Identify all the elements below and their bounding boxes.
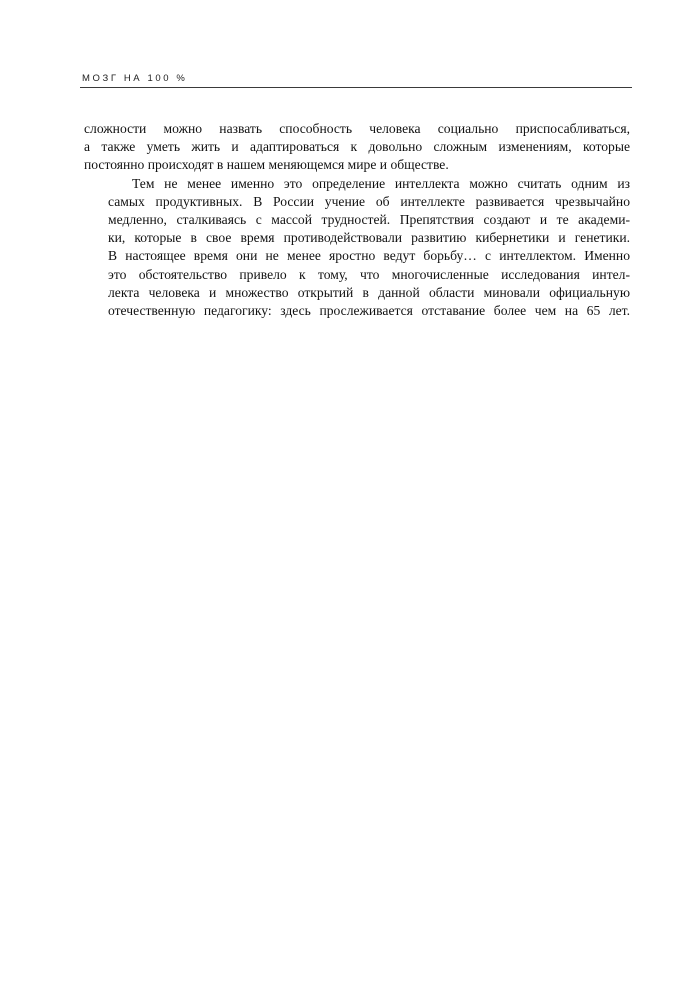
text-line: это обстоятельство привело к тому, что многочисленные исследования интел- xyxy=(108,266,630,282)
text-line: самых продуктивных. В России учение об интеллекте развивается чрезвычайно xyxy=(108,193,630,209)
text-line: а также уметь жить и адаптироваться к довольно сложным изменениям, которые xyxy=(84,139,630,155)
running-title: МОЗГ НА 100 % xyxy=(82,73,188,84)
paragraph-2 xyxy=(84,175,630,321)
text-line: медленно, сталкиваясь с массой трудностей. Препятствия создают и те академи- xyxy=(108,212,630,228)
text-line: Тем не менее именно это определение интеллекта можно считать одним из xyxy=(132,175,630,191)
text-line: постоянно происходят в нашем меняющемся мире и обществе. xyxy=(84,157,449,173)
text-line: сложности можно назвать способность человека социально приспосабливаться, xyxy=(84,121,630,136)
body-text xyxy=(84,120,630,320)
text-line: отечественную педагогику: здесь прослеживается отставание более чем на 65 лет. xyxy=(108,303,630,319)
header-rule xyxy=(80,87,632,88)
paragraph-1 xyxy=(84,120,630,175)
text-line: лекта человека и множество открытий в данной области миновали официальную xyxy=(108,284,630,300)
text-line: ки, которые в свое время противодействовали развитию кибернетики и генетики. xyxy=(108,230,630,246)
text-line: В настоящее время они не менее яростно ведут борьбу… с интеллектом. Именно xyxy=(108,248,630,264)
running-header xyxy=(80,72,632,92)
